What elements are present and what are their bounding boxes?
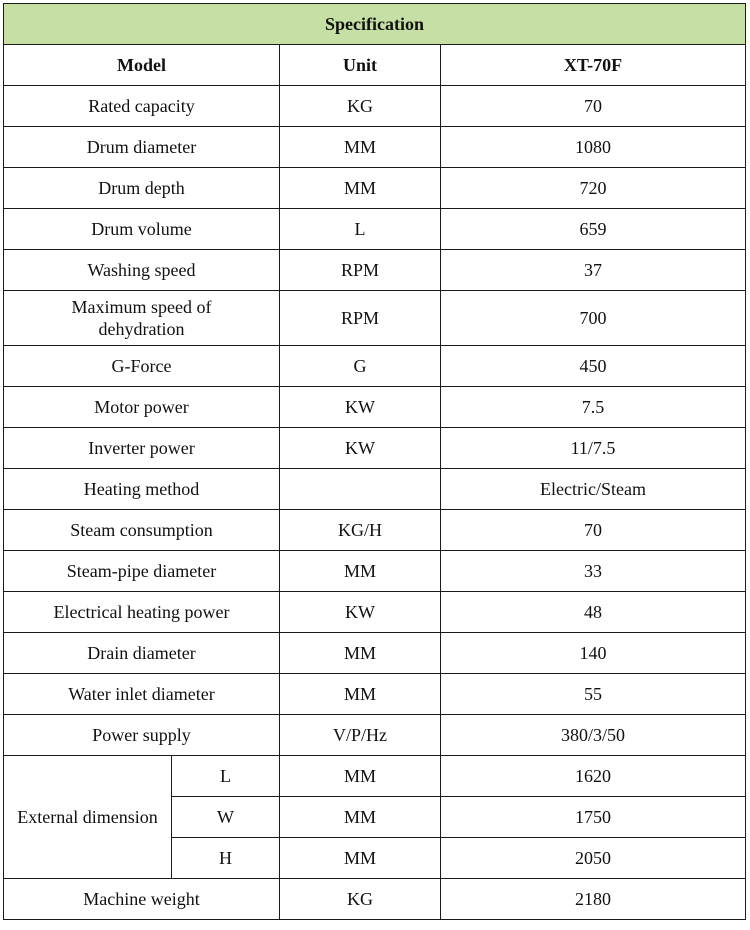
row-unit: RPM (280, 250, 441, 291)
table-row (4, 674, 746, 715)
row-label: Motor power (4, 387, 280, 428)
table-row (4, 428, 746, 469)
row-label: Power supply (4, 715, 280, 756)
row-value: 1080 (441, 127, 746, 168)
row-value: 380/3/50 (441, 715, 746, 756)
table-row (4, 715, 746, 756)
row-label: Rated capacity (4, 86, 280, 127)
title-row (4, 4, 746, 45)
row-unit: MM (280, 674, 441, 715)
row-value: 11/7.5 (441, 428, 746, 469)
row-value: 1620 (441, 756, 746, 797)
row-unit: MM (280, 838, 441, 879)
header-unit: Unit (280, 45, 441, 86)
row-value: 659 (441, 209, 746, 250)
table-row (4, 387, 746, 428)
row-value: 720 (441, 168, 746, 209)
row-unit: MM (280, 168, 441, 209)
row-label: Electrical heating power (4, 592, 280, 633)
table-row (4, 209, 746, 250)
row-label: Heating method (4, 469, 280, 510)
row-value: 1750 (441, 797, 746, 838)
row-value: 450 (441, 346, 746, 387)
header-value: XT-70F (441, 45, 746, 86)
table-row (4, 879, 746, 920)
row-value: 48 (441, 592, 746, 633)
row-unit: MM (280, 551, 441, 592)
table-row (4, 469, 746, 510)
dimension-axis: H (172, 838, 280, 879)
row-label: Drum volume (4, 209, 280, 250)
row-value: 2050 (441, 838, 746, 879)
row-value: 70 (441, 510, 746, 551)
row-value: 7.5 (441, 387, 746, 428)
table-row (4, 551, 746, 592)
row-label: Drum diameter (4, 127, 280, 168)
row-value: Electric/Steam (441, 469, 746, 510)
table-row (4, 291, 746, 346)
row-unit: KW (280, 387, 441, 428)
external-dimension-label: External dimension (4, 756, 172, 879)
row-label: Drain diameter (4, 633, 280, 674)
row-label: Drum depth (4, 168, 280, 209)
row-unit: MM (280, 633, 441, 674)
row-value: 37 (441, 250, 746, 291)
dimension-axis: L (172, 756, 280, 797)
row-unit: L (280, 209, 441, 250)
row-value: 700 (441, 291, 746, 346)
table-row-external-l (4, 756, 746, 797)
row-value: 55 (441, 674, 746, 715)
row-unit: G (280, 346, 441, 387)
table-row (4, 127, 746, 168)
row-label: Maximum speed of dehydration (4, 291, 280, 346)
row-unit: KW (280, 428, 441, 469)
row-unit: KG (280, 86, 441, 127)
dimension-axis: W (172, 797, 280, 838)
row-unit: RPM (280, 291, 441, 346)
table-row (4, 250, 746, 291)
row-value: 140 (441, 633, 746, 674)
table-row (4, 510, 746, 551)
row-value: 33 (441, 551, 746, 592)
row-label: Washing speed (4, 250, 280, 291)
specification-table (3, 3, 746, 920)
table-row (4, 168, 746, 209)
table-row (4, 86, 746, 127)
table-row (4, 592, 746, 633)
table-title: Specification (4, 4, 746, 45)
row-label: Machine weight (4, 879, 280, 920)
row-unit: MM (280, 127, 441, 168)
row-unit: KG (280, 879, 441, 920)
row-unit: KW (280, 592, 441, 633)
row-unit (280, 469, 441, 510)
row-value: 2180 (441, 879, 746, 920)
row-label: Inverter power (4, 428, 280, 469)
row-unit: KG/H (280, 510, 441, 551)
row-label: G-Force (4, 346, 280, 387)
row-label: Steam consumption (4, 510, 280, 551)
row-value: 70 (441, 86, 746, 127)
row-label: Steam-pipe diameter (4, 551, 280, 592)
header-row (4, 45, 746, 86)
row-unit: MM (280, 756, 441, 797)
table-row (4, 633, 746, 674)
header-model: Model (4, 45, 280, 86)
table-row (4, 346, 746, 387)
row-unit: V/P/Hz (280, 715, 441, 756)
row-unit: MM (280, 797, 441, 838)
row-label: Water inlet diameter (4, 674, 280, 715)
